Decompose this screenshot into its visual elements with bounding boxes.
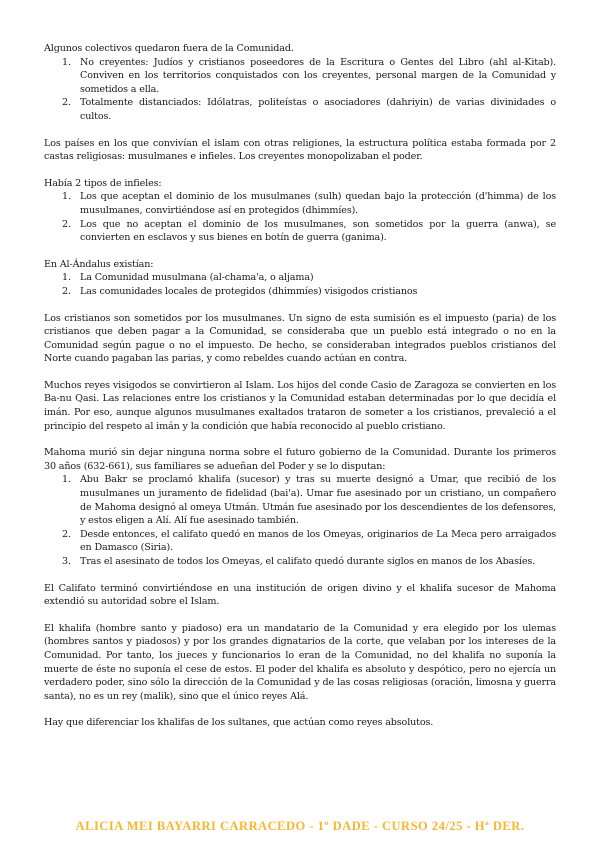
para-califato: El Califato terminó convirtiéndose en una institución de origen divino y el khalifa sucesor de Mahoma extendió su autoridad sobre el Islam. bbox=[44, 582, 556, 608]
para-paises: Los países en los que convivían el islam con otras religiones, la estructura política estaba formada por 2 castas religiosas: musulmanes e infieles. Los creyentes monopolizaban el poder. bbox=[44, 137, 556, 163]
para-cristianos: Los cristianos son sometidos por los musulmanes. Un signo de esta sumisión es el impuesto (paria) de los cristianos que deben pagar a la Comunidad, se consideraba que un pueblo está integrado o no en la Comunidad según pague o no el impuesto. De hecho, se consideraban integrados pueblos cristianos del Norte cuando pagaban las parias, y como rebeldes cuando actúan en contra. bbox=[44, 312, 556, 365]
list-infieles bbox=[44, 190, 556, 244]
list-item: 1. Abu Bakr se proclamó khalifa (sucesor) y tras su muerte designó a Umar, que recibió de los musulmanes un juramento de fidelidad (bai'a). Umar fue asesinado por un cristiano, un compañero de Mahoma designó al omeya Utmán. Utmán fue asesinado por los descendientes de los defensores, y estos eligen a Alí. Alí fue asesinado también. bbox=[62, 474, 556, 527]
list-item: 2. Totalmente distanciados: Idólatras, politeístas o asociadores (dahriyin) de varias divinidades o cultos. bbox=[62, 97, 556, 122]
intro-al-andalus: En Al-Ándalus existían: bbox=[44, 258, 154, 270]
para-reyes: Muchos reyes visigodos se convirtieron al Islam. Los hijos del conde Casio de Zaragoza se convierten en los Ba-nu Qasi. Las relaciones entre los cristianos y la Comunidad estaban determinadas por lo que decidía el imán. Por eso, aunque algunos musulmanes exaltados trataron de someter a los cristianos, prevaleció a el principio del respeto al imán y la condición que había reconocido al pueblo cristiano. bbox=[44, 379, 556, 432]
list-item: 1. La Comunidad musulmana (al-chama'a, o aljama) bbox=[62, 272, 314, 284]
list-colectivos bbox=[44, 56, 556, 124]
intro-infieles: Había 2 tipos de infieles: bbox=[44, 177, 162, 189]
list-sucesion bbox=[44, 473, 556, 568]
page-footer: ALICIA MEI BAYARRI CARRACEDO - 1º DADE - CURSO 24/25 - Hª DER. bbox=[75, 819, 525, 833]
list-item: 3. Tras el asesinato de todos los Omeyas, el califato quedó durante siglos en manos de los Abasíes. bbox=[62, 556, 536, 567]
list-item: 2. Los que no aceptan el dominio de los musulmanes, son sometidos por la guerra (anwa), se convierten en esclavos y sus bienes en botín de guerra (ganima). bbox=[62, 218, 556, 244]
list-item: 1. No creyentes: Judíos y cristianos poseedores de la Escritura o Gentes del Libro (ahl al-Kitab). Conviven en los territorios conquistados con los creyentes, personal margen de la Comunidad y sometidos a ella. bbox=[62, 56, 556, 95]
list-item: 2. Las comunidades locales de protegidos (dhimmíes) visigodos cristianos bbox=[62, 285, 418, 297]
intro-mahoma: Mahoma murió sin dejar ninguna norma sobre el futuro gobierno de la Comunidad. Durante los primeros 30 años (632-661), sus familiares se adueñan del Poder y se lo disputan: bbox=[44, 447, 556, 472]
list-item: 1. Los que aceptan el dominio de los musulmanes (sulh) quedan bajo la protección (d'himma) de los musulmanes, convirtiéndose así en protegidos (dhimmíes). bbox=[62, 191, 556, 216]
list-al-andalus bbox=[44, 271, 556, 298]
para-sultanes: Hay que diferenciar los khalifas de los sultanes, que actúan como reyes absolutos. bbox=[44, 717, 434, 729]
list-item: 2. Desde entonces, el califato quedó en manos de los Omeyas, originarios de La Meca pero arraigados en Damasco (Siria). bbox=[62, 528, 556, 554]
intro-colectivos: Algunos colectivos quedaron fuera de la Comunidad. bbox=[44, 43, 294, 54]
para-khalifa: El khalifa (hombre santo y piadoso) era un mandatario de la Comunidad y era elegido por los ulemas (hombres santos y piadosos) y por los grandes dignatarios de la corte, que velaban por los intereses de la Comunidad. Por tanto, los jueces y funcionarios lo eran de la Comunidad, no del khalifa no suponía la muerte de éste no suponía el cese de estos. El poder del khalifa es absoluto y despótico, pero no ejercía un verdadero poder, sino sólo la dirección de la Comunidad y de las cosas religiosas (oración, limosna y guerra santa), no es un rey (malik), sino que el único reyes Alá. bbox=[44, 622, 556, 702]
